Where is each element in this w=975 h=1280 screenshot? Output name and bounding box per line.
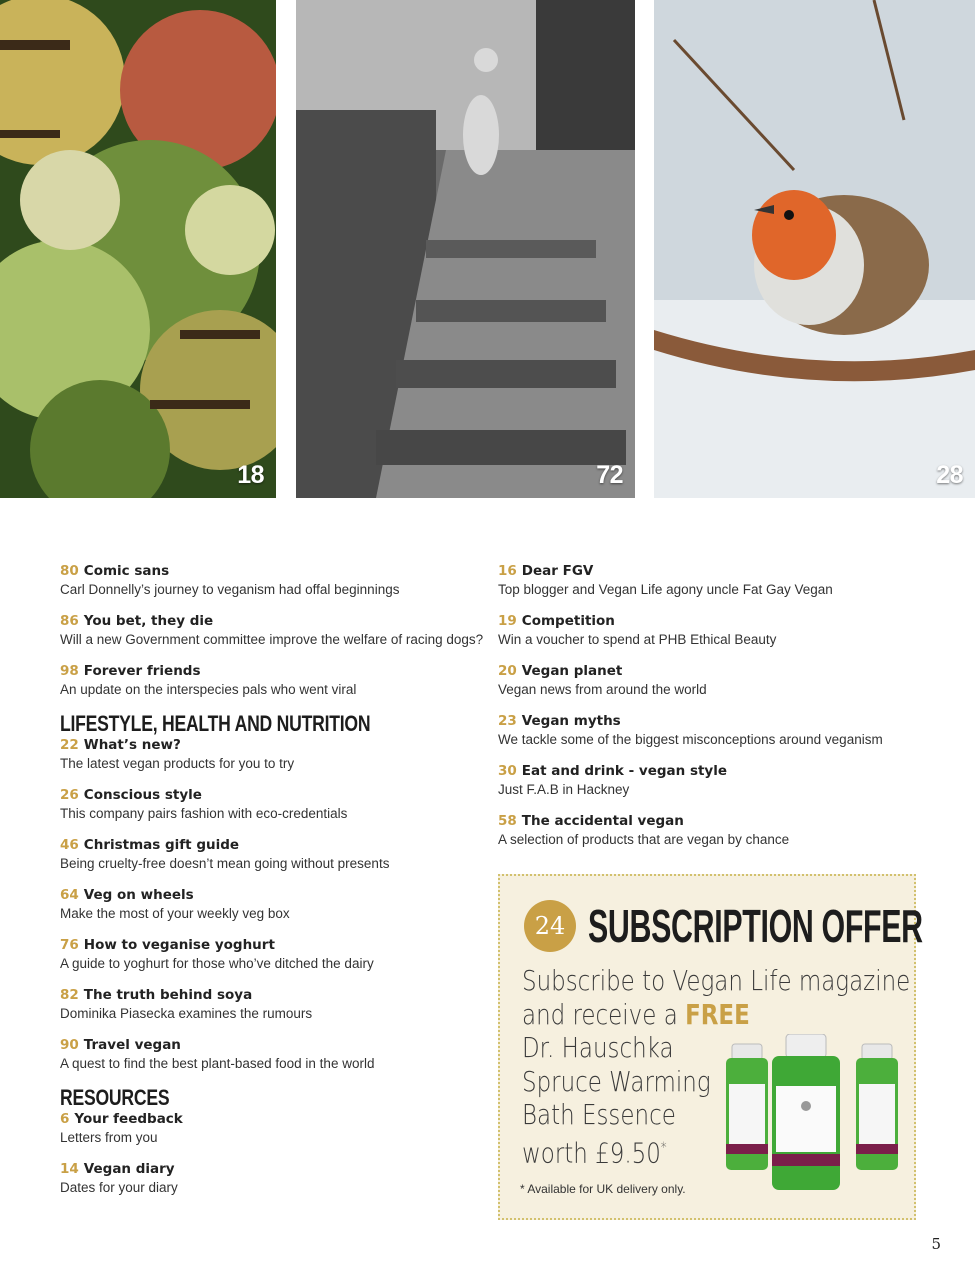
bath-essence-bottles-image	[722, 1034, 902, 1194]
entry-page-number: 23	[498, 713, 517, 729]
entry-title: Christmas gift guide	[83, 837, 240, 853]
entry-description: Just F.A.B in Hackney	[498, 782, 630, 797]
section-heading-lifestyle: LIFESTYLE, HEALTH AND NUTRITION	[60, 711, 371, 736]
contents-entry[interactable]	[60, 786, 490, 823]
contents-entry[interactable]	[498, 812, 938, 849]
entry-page-number: 80	[60, 563, 79, 579]
offer-price: worth £9.50	[522, 1135, 661, 1169]
entry-page-number: 14	[60, 1161, 79, 1177]
entry-title: The truth behind soya	[83, 987, 253, 1003]
contents-entry[interactable]	[498, 662, 938, 699]
entry-page-number: 26	[60, 787, 79, 803]
entry-description: A guide to yoghurt for those who’ve ditched the dairy	[60, 956, 374, 971]
robin-photo	[654, 0, 975, 498]
contents-entry[interactable]	[60, 1036, 490, 1073]
photo-page-number: 18	[237, 461, 264, 489]
entry-title: Travel vegan	[83, 1037, 181, 1053]
contents-entry[interactable]	[60, 836, 490, 873]
entry-page-number: 6	[60, 1111, 70, 1127]
rooftop-image	[296, 0, 635, 498]
entry-title: What’s new?	[83, 737, 181, 753]
contents-entry[interactable]	[60, 662, 490, 699]
photo-page-number: 28	[936, 461, 963, 489]
entry-description: A selection of products that are vegan by chance	[498, 832, 790, 847]
entry-page-number: 58	[498, 813, 517, 829]
contents-entry[interactable]	[498, 762, 938, 799]
contents-entry[interactable]	[60, 986, 490, 1023]
entry-page-number: 76	[60, 937, 79, 953]
contents-entry[interactable]	[498, 712, 938, 749]
entry-page-number: 64	[60, 887, 79, 903]
entry-title: Eat and drink - vegan style	[521, 763, 728, 779]
entry-page-number: 20	[498, 663, 517, 679]
entry-description: Will a new Government committee improve the welfare of racing dogs?	[60, 632, 484, 647]
salad-image	[0, 0, 276, 498]
offer-line-prefix: and receive a	[522, 997, 686, 1031]
contents-entry[interactable]	[60, 1160, 490, 1197]
contents-entry[interactable]	[498, 562, 938, 599]
entry-page-number: 16	[498, 563, 517, 579]
offer-asterisk: *	[660, 1139, 667, 1156]
entry-description: A quest to find the best plant-based food in the world	[60, 1056, 375, 1071]
contents-entry[interactable]	[60, 612, 490, 649]
entry-description: Make the most of your weekly veg box	[60, 906, 290, 921]
entry-description: Letters from you	[60, 1130, 158, 1145]
entry-title: Forever friends	[83, 663, 201, 679]
offer-free-label: FREE	[685, 997, 750, 1031]
entry-description: Win a voucher to spend at PHB Ethical Beauty	[498, 632, 777, 647]
photo-page-number: 72	[596, 461, 623, 489]
offer-line: Spruce Warming	[522, 1064, 711, 1098]
offer-line: Dr. Hauschka	[522, 1031, 674, 1064]
offer-line: Subscribe to Vegan Life magazine	[522, 964, 911, 997]
offer-line: Bath Essence	[522, 1098, 676, 1131]
robin-image	[654, 0, 975, 498]
offer-page-badge: 24	[524, 900, 576, 952]
entry-title: Competition	[521, 613, 615, 629]
entry-title: Your feedback	[74, 1111, 183, 1127]
entry-page-number: 82	[60, 987, 79, 1003]
entry-title: Vegan planet	[521, 663, 623, 679]
contents-left-column	[60, 562, 490, 1210]
entry-title: Comic sans	[83, 563, 170, 579]
entry-description: This company pairs fashion with eco-credentials	[60, 806, 348, 821]
contents-entry[interactable]	[60, 562, 490, 599]
entry-title: Vegan diary	[83, 1161, 175, 1177]
contents-entry[interactable]	[60, 1110, 490, 1147]
contents-right-column	[498, 562, 938, 862]
contents-entry[interactable]	[60, 936, 490, 973]
entry-page-number: 30	[498, 763, 517, 779]
entry-page-number: 46	[60, 837, 79, 853]
entry-description: An update on the interspecies pals who went viral	[60, 682, 357, 697]
entry-description: Dates for your diary	[60, 1180, 178, 1195]
contents-entry[interactable]	[60, 886, 490, 923]
entry-description: Carl Donnelly’s journey to veganism had offal beginnings	[60, 582, 400, 597]
section-heading-resources: RESOURCES	[60, 1085, 170, 1110]
entry-page-number: 98	[60, 663, 79, 679]
rooftop-photo	[296, 0, 635, 498]
offer-line	[522, 998, 866, 1032]
entry-title: Veg on wheels	[83, 887, 194, 903]
entry-page-number: 86	[60, 613, 79, 629]
entry-description: The latest vegan products for you to try	[60, 756, 295, 771]
salad-photo	[0, 0, 276, 498]
entry-description: Dominika Piasecka examines the rumours	[60, 1006, 313, 1021]
entry-description: We tackle some of the biggest misconceptions around veganism	[498, 732, 883, 747]
entry-title: You bet, they die	[83, 613, 214, 629]
entry-description: Top blogger and Vegan Life agony uncle Fat Gay Vegan	[498, 582, 833, 597]
contents-entry[interactable]	[498, 612, 938, 649]
offer-title: SUBSCRIPTION OFFER	[588, 900, 923, 952]
entry-title: The accidental vegan	[521, 813, 684, 829]
entry-page-number: 90	[60, 1037, 79, 1053]
entry-description: Being cruelty-free doesn’t mean going without presents	[60, 856, 390, 871]
entry-page-number: 22	[60, 737, 79, 753]
entry-title: Dear FGV	[521, 563, 594, 579]
contents-entry[interactable]	[60, 736, 490, 773]
entry-title: How to veganise yoghurt	[83, 937, 275, 953]
offer-footnote: * Available for UK delivery only.	[520, 1182, 686, 1196]
entry-title: Vegan myths	[521, 713, 621, 729]
subscription-offer-box[interactable]	[498, 874, 923, 1220]
page-number: 5	[931, 1235, 941, 1253]
entry-description: Vegan news from around the world	[498, 682, 707, 697]
entry-page-number: 19	[498, 613, 517, 629]
entry-title: Conscious style	[83, 787, 202, 803]
